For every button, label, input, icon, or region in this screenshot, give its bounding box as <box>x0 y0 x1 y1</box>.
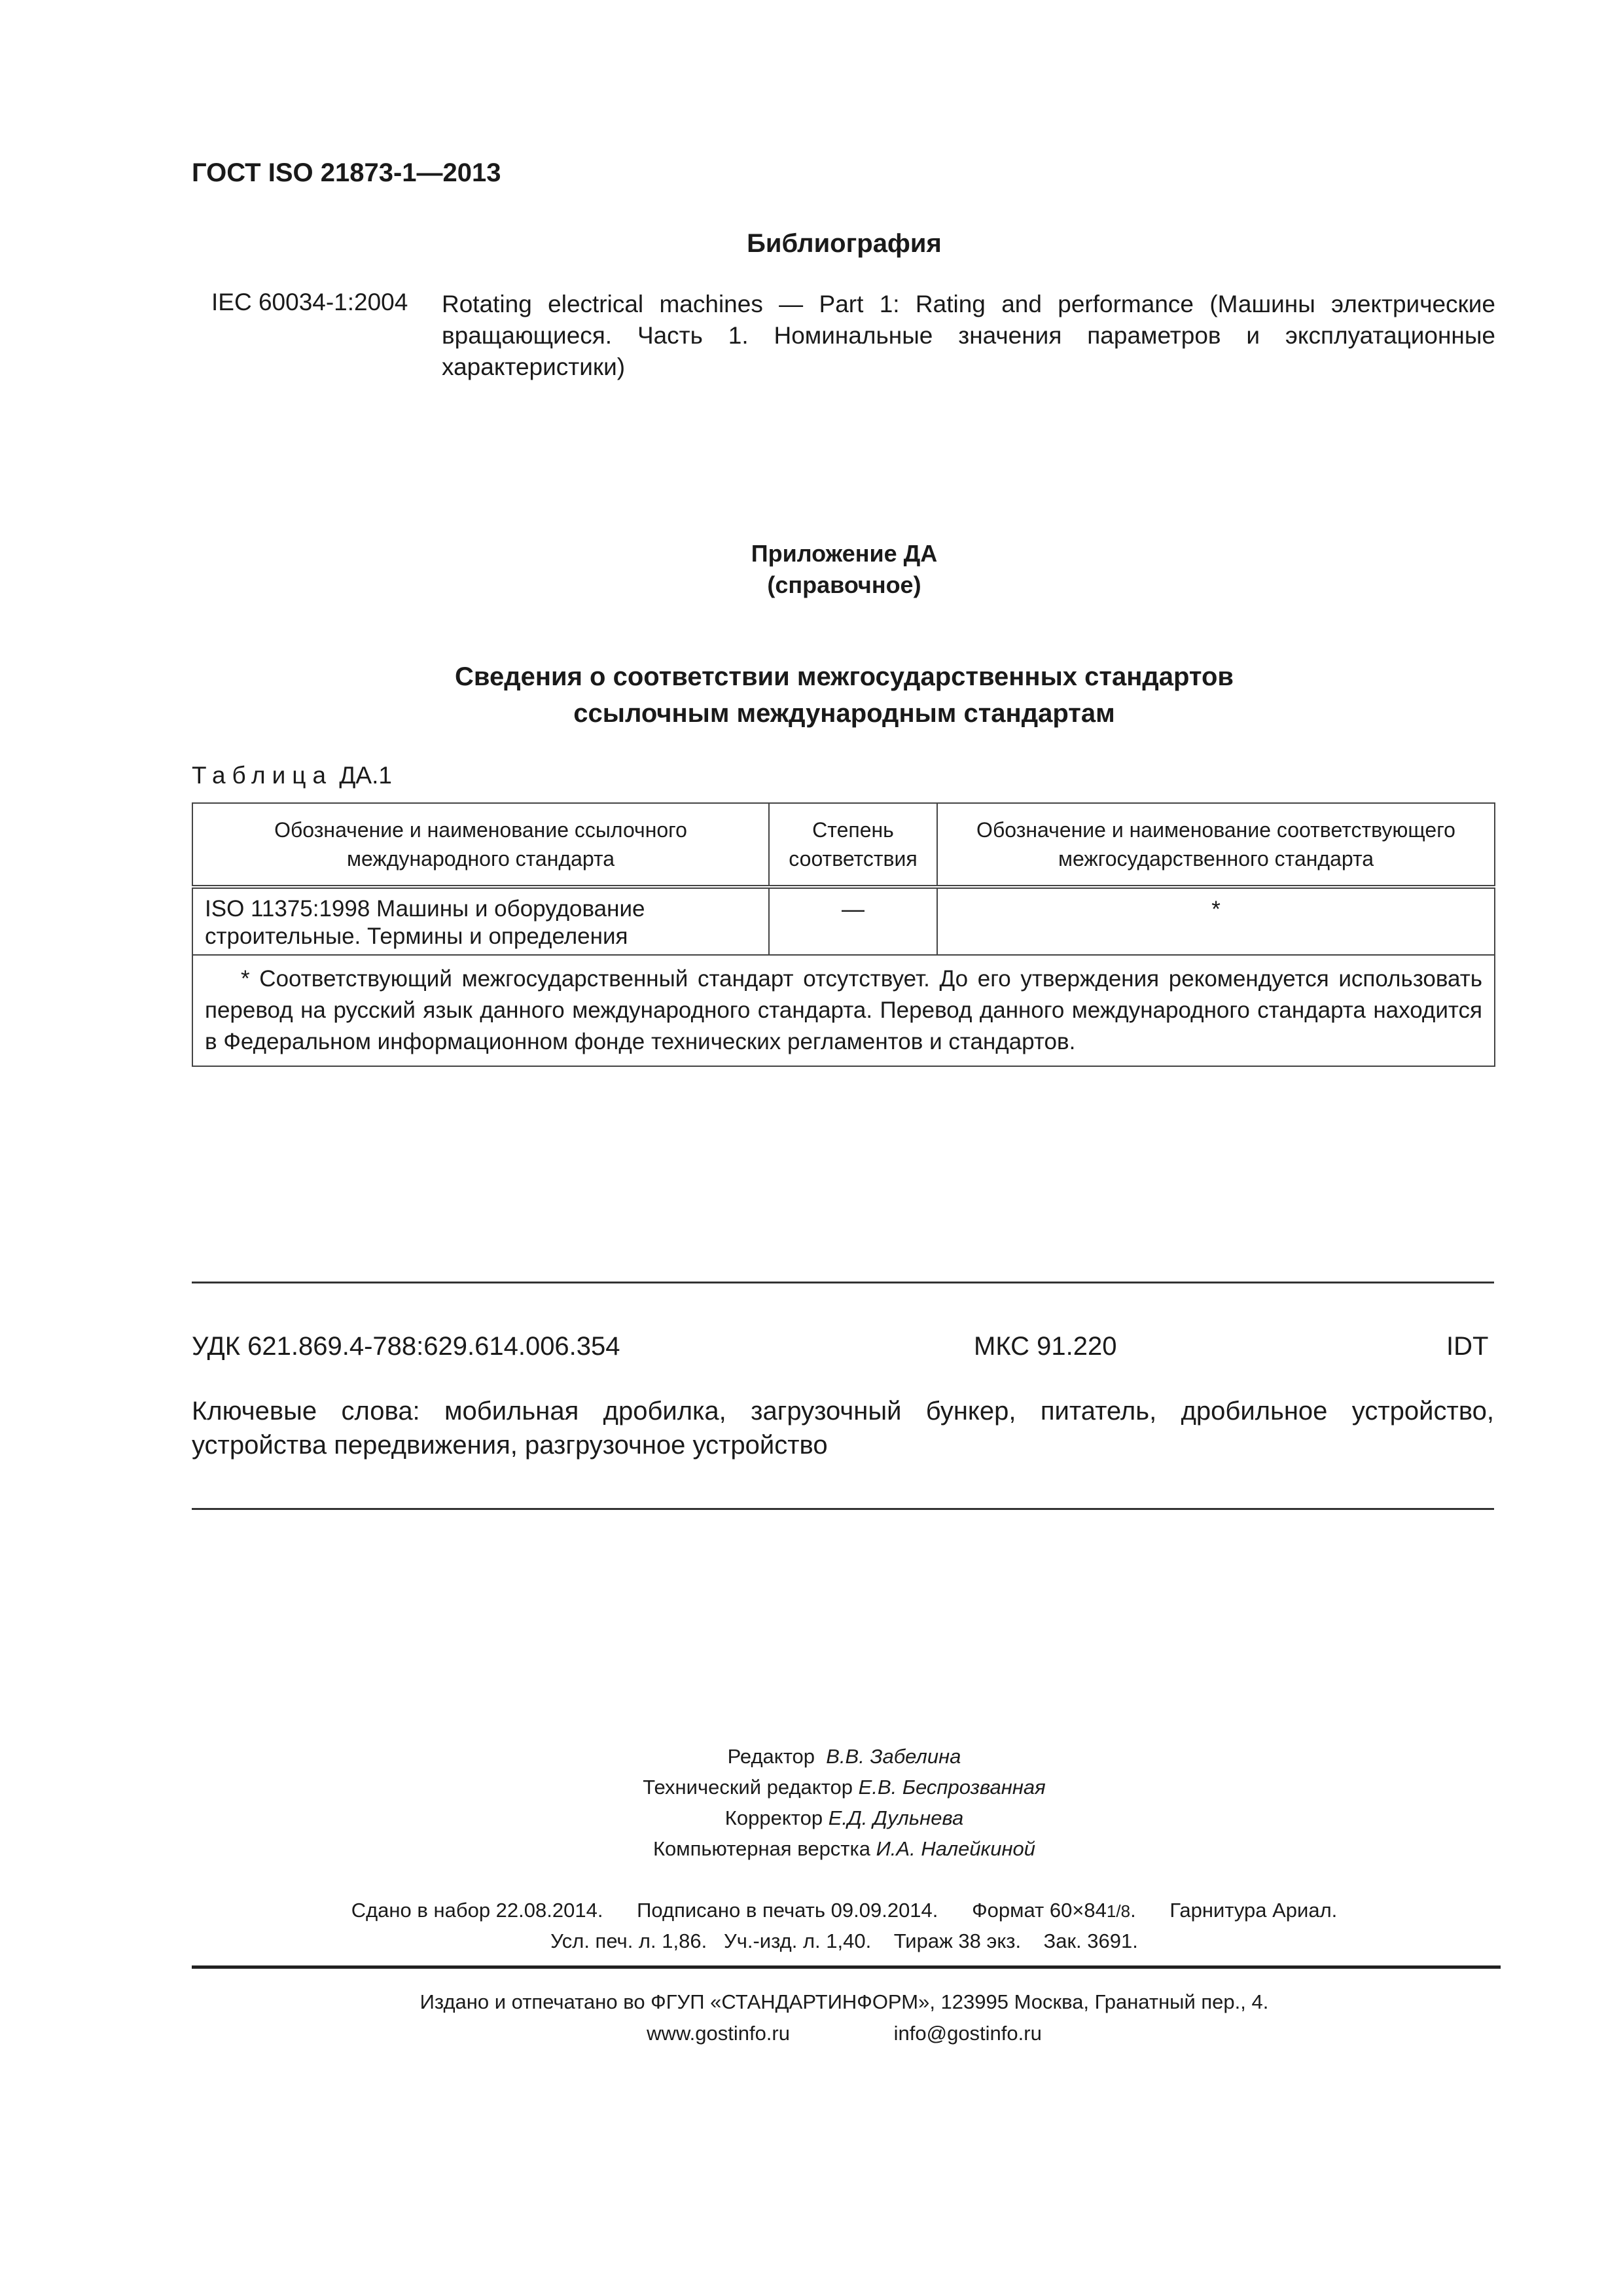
font-info: Гарнитура Ариал. <box>1169 1899 1338 1922</box>
divider-top <box>192 1282 1494 1283</box>
credit-layout-label: Компьютерная верстка <box>653 1837 870 1860</box>
credit-tech-editor-name: Е.В. Беспрозванная <box>858 1776 1046 1799</box>
print-sheets: Усл. печ. л. 1,86. <box>550 1929 707 1952</box>
publication-line1: Сдано в набор 22.08.2014. Подписано в печать 09.09.2014. Формат 60×841/8. Гарнитура Ариал. <box>351 1899 1338 1922</box>
table-caption <box>192 762 392 789</box>
appendix-heading-line2: ссылочным международным стандартам <box>573 699 1115 728</box>
credit-corrector <box>0 1803 1623 1833</box>
table-note: * Соответствующий межгосударственный стандарт отсутствует. До его утверждения рекомендуется использовать перевод на русский язык данного международного стандарта. Перевод данного международного стандарта находится в Федеральном информационном фонде технических регламентов и стандартов. <box>192 955 1495 1066</box>
credit-editor-name: В.В. Забелина <box>826 1745 961 1768</box>
header-reference-standard: Обозначение и наименование ссылочного международного стандарта <box>192 803 769 887</box>
submitted-date: Сдано в набор 22.08.2014. <box>351 1899 603 1922</box>
idt-label: IDT <box>1446 1332 1489 1361</box>
bibliography-text: Rotating electrical machines — Part 1: Rating and performance (Машины электрические вращающиеся. Часть 1. Номинальные значения параметров и эксплуатационные характеристики) <box>442 291 1495 380</box>
udk-code: УДК 621.869.4-788:629.614.006.354 <box>192 1332 620 1361</box>
table-caption-number: ДА.1 <box>332 762 392 789</box>
mks-code: МКС 91.220 <box>974 1332 1117 1361</box>
paper-format-fraction: 1/8 <box>1106 1901 1131 1921</box>
keywords: Ключевые слова: мобильная дробилка, загрузочный бункер, питатель, дробильное устройство, устройства передвижения, разгрузочное устройство <box>192 1397 1494 1460</box>
credit-corrector-name: Е.Д. Дульнева <box>828 1806 964 1829</box>
correspondence-table <box>192 802 1495 1067</box>
header-degree: Степень соответствия <box>769 803 937 887</box>
appendix-heading-line1: Сведения о соответствии межгосударственных стандартов <box>455 662 1234 691</box>
email-link[interactable]: info@gostinfo.ru <box>893 2022 1042 2045</box>
credits-block <box>0 1741 1623 1864</box>
credit-layout <box>0 1833 1623 1864</box>
table-caption-word: Таблица <box>192 762 333 789</box>
appendix-name: Приложение ДА <box>751 540 938 567</box>
appendix-title <box>0 538 1623 601</box>
credit-editor <box>0 1741 1623 1772</box>
divider-bottom <box>192 1508 1494 1510</box>
bibliography-code: IEC 60034-1:2004 <box>211 289 408 315</box>
credit-editor-label: Редактор <box>727 1745 815 1768</box>
credit-layout-name: И.А. Налейкиной <box>876 1837 1035 1860</box>
website-link[interactable]: www.gostinfo.ru <box>647 2022 790 2045</box>
paper-format: Формат 60×84 <box>972 1899 1107 1922</box>
printer-line: Издано и отпечатано во ФГУП «СТАНДАРТИНФОРМ», 123995 Москва, Гранатный пер., 4. <box>419 1990 1269 2013</box>
credit-tech-editor-label: Технический редактор <box>643 1776 853 1799</box>
table-row <box>192 887 1495 955</box>
order-number: Зак. 3691. <box>1043 1929 1138 1952</box>
cell-degree: — <box>769 887 937 955</box>
credit-tech-editor <box>0 1772 1623 1803</box>
printer-contacts <box>0 2018 1623 2049</box>
credit-corrector-label: Корректор <box>724 1806 823 1829</box>
publication-info <box>0 1895 1623 1956</box>
divider-bold <box>192 1965 1501 1969</box>
copies: Тираж 38 экз. <box>893 1929 1022 1952</box>
header-corresponding-standard: Обозначение и наименование соответствующего межгосударственного стандарта <box>937 803 1495 887</box>
table-header-row <box>192 803 1495 887</box>
cell-reference-standard: ISO 11375:1998 Машины и оборудование строительные. Термины и определения <box>192 887 769 955</box>
document-id: ГОСТ ISO 21873-1—2013 <box>192 158 501 187</box>
pub-sheets: Уч.-изд. л. 1,40. <box>724 1929 872 1952</box>
bibliography-title: Библиография <box>747 229 942 258</box>
signed-date: Подписано в печать 09.09.2014. <box>637 1899 938 1922</box>
publication-line2 <box>0 1926 1623 1956</box>
cell-corresponding-standard: * <box>937 887 1495 955</box>
printer-info <box>0 1986 1623 2049</box>
appendix-subtitle: (справочное) <box>767 571 921 598</box>
table-note-row <box>192 955 1495 1066</box>
appendix-heading <box>0 658 1623 732</box>
